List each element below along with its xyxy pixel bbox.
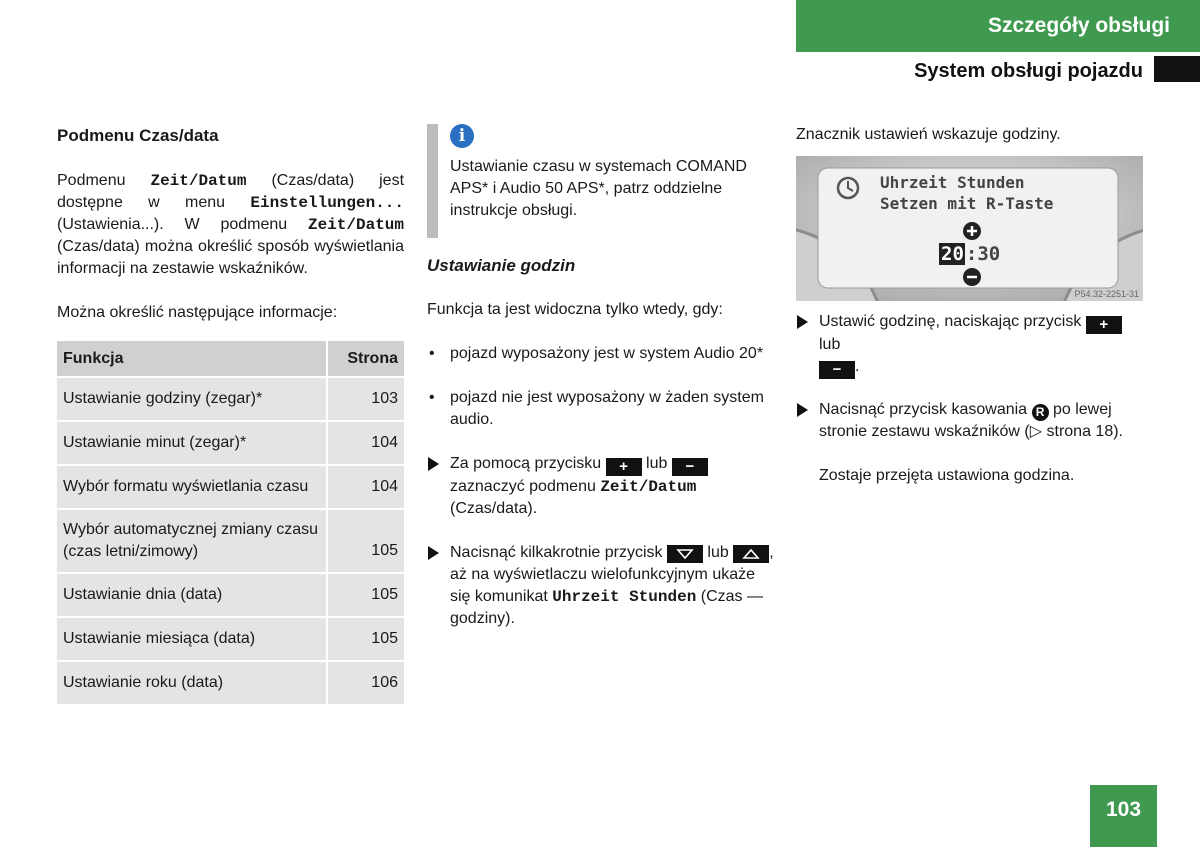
table-row xyxy=(57,616,404,660)
page-cell: 103 xyxy=(326,376,404,420)
image-reference: P54.32-2251-31 xyxy=(1074,289,1139,299)
function-table xyxy=(57,341,404,704)
menu-term: Zeit/Datum xyxy=(307,216,404,234)
column-header: Funkcja xyxy=(57,341,326,376)
page-number-text: 103 xyxy=(1105,798,1142,821)
instruction-step xyxy=(427,453,775,520)
menu-term: Zeit/Datum xyxy=(150,172,247,190)
submenu-heading: Podmenu Czas/data xyxy=(57,126,219,145)
plus-key-icon: + xyxy=(1086,316,1122,334)
table-row xyxy=(57,572,404,616)
column-middle xyxy=(427,124,775,630)
page-cell: 104 xyxy=(326,464,404,508)
table-row xyxy=(57,660,404,704)
table-row xyxy=(57,508,404,572)
table-row xyxy=(57,420,404,464)
step-text: Za pomocą przycisku xyxy=(450,455,606,472)
function-cell: Wybór automatycznej zmiany czasu (czas letni/zimowy) xyxy=(57,508,326,572)
step-text: (Czas/data). xyxy=(450,500,538,517)
page-reference-icon: ▷ xyxy=(1029,423,1043,440)
display-message xyxy=(880,172,1053,214)
display-line-2: Setzen mit R-Taste xyxy=(880,194,1054,213)
column-right xyxy=(796,124,1146,487)
marker-intro: Znacznik ustawień wskazuje godziny. xyxy=(796,126,1061,143)
function-cell: Ustawianie minut (zegar)* xyxy=(57,420,326,464)
step-text: Nacisnąć przycisk kasowania xyxy=(819,401,1032,418)
function-cell: Ustawianie godziny (zegar)* xyxy=(57,376,326,420)
info-text: Ustawianie czasu w systemach COMAND APS* i Audio 50 APS*, patrz oddzielne instrukcje obsługi. xyxy=(450,158,747,219)
page-cell: 105 xyxy=(326,572,404,616)
step-text: Nacisnąć kilkakrotnie przycisk xyxy=(450,544,667,561)
step-text: lub xyxy=(702,544,734,561)
chapter-tab-marker xyxy=(1154,56,1200,82)
subsection-title: System obsługi pojazdu xyxy=(914,60,1143,82)
column-left xyxy=(57,124,404,704)
lead-text: Można określić następujące informacje: xyxy=(57,304,338,321)
plus-key-icon: + xyxy=(606,458,642,476)
intro-text: Podmenu xyxy=(57,172,151,189)
menu-term: Uhrzeit Stunden xyxy=(552,588,697,606)
down-key-icon xyxy=(667,545,703,563)
step-text: , aż na wyświetlaczu wielofunkcyjnym ukaże się komunikat xyxy=(450,544,774,605)
list-item: • pojazd nie jest wyposażony w żaden system audio. xyxy=(427,387,775,431)
step-text: strona 18). xyxy=(1042,423,1123,440)
intro-text: (Ustawienia...). W podmenu xyxy=(57,216,308,233)
display-line-1: Uhrzeit Stunden xyxy=(880,173,1025,192)
step-text: Ustawić godzinę, naciskając przycisk xyxy=(819,313,1086,330)
step-arrow-icon xyxy=(428,457,439,471)
function-cell: Ustawianie dnia (data) xyxy=(57,572,326,616)
step-text: lub xyxy=(819,336,841,353)
intro-text: (Czas/data) można określić sposób wyświetlania informacji na zestawie wskaźników. xyxy=(57,238,404,277)
page-cell: 105 xyxy=(326,508,404,572)
menu-term: Zeit/Datum xyxy=(600,478,697,496)
function-cell: Wybór formatu wyświetlania czasu xyxy=(57,464,326,508)
condition-text: Funkcja ta jest widoczna tylko wtedy, gdy: xyxy=(427,301,723,318)
page-number xyxy=(1090,785,1157,847)
intro-paragraph xyxy=(57,170,404,280)
section-header xyxy=(796,0,1200,52)
step-arrow-icon xyxy=(797,315,808,329)
step-text: lub xyxy=(641,455,672,472)
page-cell: 105 xyxy=(326,616,404,660)
column-header: Strona xyxy=(326,341,404,376)
info-note xyxy=(427,124,775,238)
step-text: (Czas — godziny). xyxy=(450,588,763,627)
step-arrow-icon xyxy=(797,403,808,417)
up-key-icon xyxy=(733,545,769,563)
page-cell: 106 xyxy=(326,660,404,704)
menu-term: Einstellungen... xyxy=(250,194,404,212)
info-icon: i xyxy=(450,124,474,148)
section-title-hours: Ustawianie godzin xyxy=(427,256,576,275)
time-readout xyxy=(939,242,1000,266)
info-bar xyxy=(427,124,438,238)
instruction-step xyxy=(796,311,1146,379)
reset-button-icon: R xyxy=(1032,404,1049,421)
step-arrow-icon xyxy=(428,546,439,560)
step-text: po lewej stronie zestawu wskaźników ( xyxy=(819,401,1112,440)
table-row xyxy=(57,464,404,508)
table-row xyxy=(57,376,404,420)
section-title: Szczegóły obsługi xyxy=(987,14,1170,37)
condition-list xyxy=(427,343,775,431)
minute-value: :30 xyxy=(965,243,1001,265)
instrument-cluster-image xyxy=(796,156,1143,301)
table-header-row xyxy=(57,341,404,376)
step-text: . xyxy=(855,358,860,375)
minus-key-icon: − xyxy=(672,458,708,476)
step-text: zaznaczyć podmenu xyxy=(450,478,601,495)
minus-key-icon: − xyxy=(819,361,855,379)
instruction-step xyxy=(427,542,775,630)
result-text: Zostaje przejęta ustawiona godzina. xyxy=(819,467,1075,484)
intro-text: (Czas/data) jest dostępne w menu xyxy=(57,172,405,211)
page-cell: 104 xyxy=(326,420,404,464)
function-cell: Ustawianie roku (data) xyxy=(57,660,326,704)
function-cell: Ustawianie miesiąca (data) xyxy=(57,616,326,660)
list-item: • pojazd wyposażony jest w system Audio 20* xyxy=(427,343,775,365)
instruction-step xyxy=(796,399,1146,443)
hour-value: 20 xyxy=(941,243,964,265)
